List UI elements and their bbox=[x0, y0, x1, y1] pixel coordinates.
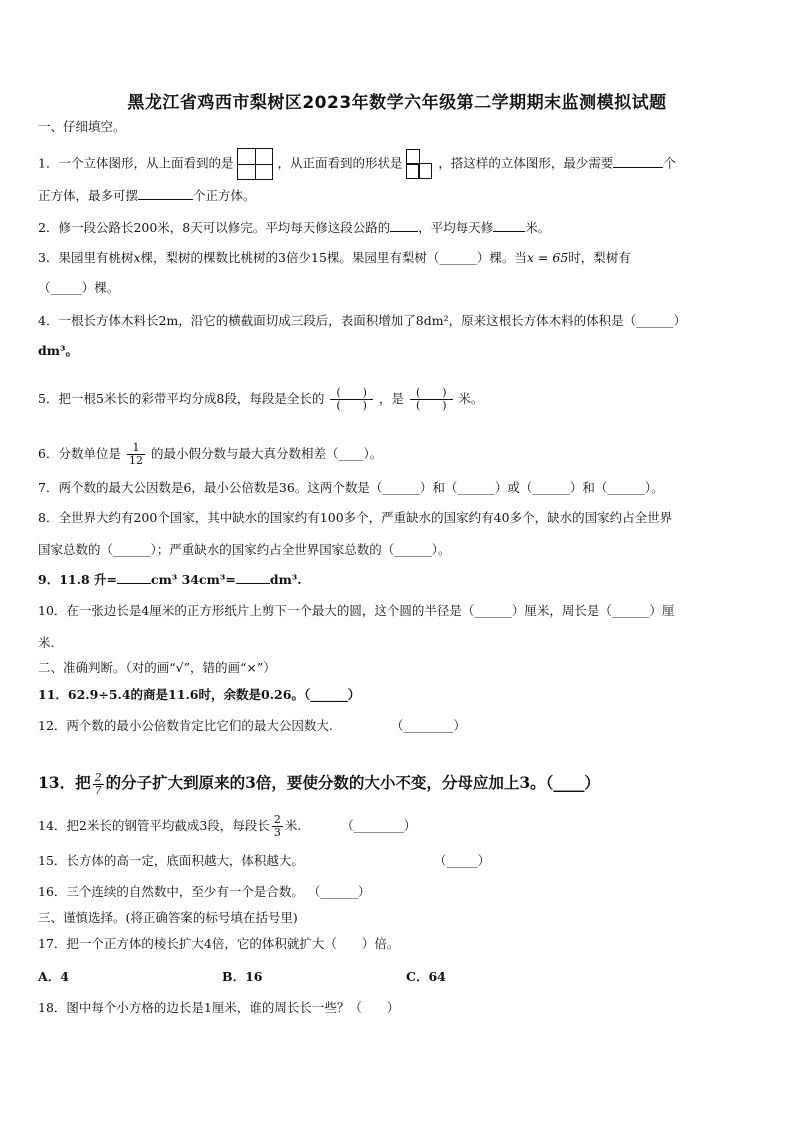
top-view-grid-icon bbox=[237, 148, 273, 180]
question-14 bbox=[38, 811, 416, 841]
question-18: 18．图中每个小方格的边长是1厘米，谁的周长长一些？（ ） bbox=[38, 1000, 400, 1015]
front-view-shape-icon bbox=[406, 149, 434, 179]
q13-text-a: 13．把 bbox=[38, 773, 91, 792]
question-11: 11．62.9÷5.4的商是11.6时，余数是0.26。（______） bbox=[38, 687, 361, 702]
question-9 bbox=[38, 570, 302, 590]
q14-text-b: 米. bbox=[284, 818, 302, 833]
q3-text-b: 棵，梨树的棵数比桃树的3倍少15棵。果园里有梨树（______）棵。当 bbox=[140, 250, 527, 265]
answer-blank[interactable] bbox=[138, 187, 193, 200]
q3-text-c: 时，梨树有 bbox=[568, 250, 631, 265]
q12-text-a: 12．两个数的最小公倍数肯定比它们的最大公因数大. bbox=[38, 718, 333, 733]
answer-blank[interactable] bbox=[117, 571, 151, 584]
q1-text-a: 1．一个立体图形，从上面看到的是 bbox=[38, 155, 234, 171]
question-10-line-2: 米. bbox=[38, 635, 55, 650]
q15-text-a: 15．长方体的高一定，底面积越大，体积越大。 bbox=[38, 853, 304, 868]
question-12 bbox=[38, 716, 466, 736]
q17-option-b[interactable]: B．16 bbox=[222, 969, 263, 984]
question-1-line-2 bbox=[38, 186, 256, 206]
question-4-line-1: 4．一根长方体木料长2m，沿它的横截面切成三段后，表面积增加了8dm²，原来这根长方体木料的体积是（______） bbox=[38, 313, 687, 328]
q13-fraction: $\frac{2}{7}$ bbox=[94, 770, 102, 797]
answer-blank[interactable] bbox=[236, 571, 270, 584]
question-4-line-2: dm³。 bbox=[38, 343, 78, 358]
answer-blank[interactable] bbox=[390, 219, 418, 232]
q15-answer: （_____） bbox=[433, 853, 491, 868]
q13-text-b: 的分子扩大到原来的3倍，要使分数的大小不变，分母应加上3。（____） bbox=[105, 773, 600, 792]
answer-blank[interactable] bbox=[493, 219, 525, 232]
q9-text-a: 9．11.8 升= bbox=[38, 572, 117, 587]
q9-text-c: dm³. bbox=[269, 572, 302, 587]
question-10-line-1: 10．在一张边长是4厘米的正方形纸片上剪下一个最大的圆，这个圆的半径是（______）厘米，周长是（______）厘 bbox=[38, 603, 675, 618]
q5-fraction-1: $\frac{( )}{( )}$ bbox=[330, 387, 373, 412]
q2-text-b: ，平均每天修 bbox=[418, 220, 494, 235]
q2-text-c: 米。 bbox=[525, 220, 551, 235]
q9-text-b: cm³ 34cm³= bbox=[150, 572, 236, 587]
q1-text-b: ，从正面看到的形状是 bbox=[277, 155, 403, 171]
question-3-line-2: （_____）棵。 bbox=[38, 280, 120, 295]
q14-fraction: $\frac{2}{3}$ bbox=[273, 813, 281, 839]
q14-text-a: 14．把2米长的钢管平均截成3段，每段长 bbox=[38, 818, 270, 833]
q6-fraction: $\frac{1}{12}$ bbox=[128, 441, 143, 467]
q17-option-a[interactable]: A．4 bbox=[38, 969, 69, 984]
question-1-line-1 bbox=[38, 148, 676, 180]
section-1-heading: 一、仔细填空。 bbox=[38, 119, 126, 134]
question-7: 7．两个数的最大公因数是6，最小公倍数是36。这两个数是（______）和（______）或（______）和（______）。 bbox=[38, 480, 664, 495]
q2-text-a: 2．修一段公路长200米，8天可以修完。平均每天修这段公路的 bbox=[38, 220, 391, 235]
q5-fraction-2: $\frac{( )}{( )}$ bbox=[410, 387, 453, 412]
question-8-line-2: 国家总数的（______）；严重缺水的国家约占全世界国家总数的（______）。 bbox=[38, 542, 451, 557]
question-17: 17．把一个正方体的棱长扩大4倍，它的体积就扩大（ ）倍。 bbox=[38, 936, 400, 951]
question-16: 16．三个连续的自然数中，至少有一个是合数。 （______） bbox=[38, 884, 371, 899]
section-3-heading: 三、谨慎选择。(将正确答案的标号填在括号里) bbox=[38, 910, 298, 925]
question-5 bbox=[38, 384, 484, 414]
section-2-heading: 二、准确判断。（对的画“√”，错的画“×”） bbox=[38, 660, 276, 675]
answer-blank[interactable] bbox=[613, 155, 663, 168]
q6-text-a: 6．分数单位是 bbox=[38, 446, 121, 461]
q1-text-c: ，搭这样的立体图形，最少需要 bbox=[438, 155, 614, 171]
q3-equation: x = 65 bbox=[526, 250, 569, 265]
question-13 bbox=[38, 768, 600, 798]
q12-answer: （________） bbox=[390, 718, 466, 733]
q1-text-d: 个 bbox=[663, 155, 676, 171]
question-3-line-1 bbox=[38, 248, 631, 268]
q5-text-a: 5．把一根5米长的彩带平均分成8段，每段是全长的 bbox=[38, 391, 325, 406]
q3-text-a: 3．果园里有桃树 bbox=[38, 250, 134, 265]
question-15 bbox=[38, 851, 490, 871]
page-title: 黑龙江省鸡西市梨树区2023年数学六年级第二学期期末监测模拟试题 bbox=[127, 93, 667, 113]
q5-text-c: 米。 bbox=[458, 391, 484, 406]
q6-text-b: 的最小假分数与最大真分数相差（____）。 bbox=[150, 446, 383, 461]
q17-option-c[interactable]: C．64 bbox=[406, 969, 446, 984]
question-6 bbox=[38, 439, 382, 469]
q1-text-f: 个正方体。 bbox=[193, 188, 256, 203]
q3-variable: x bbox=[133, 250, 141, 265]
q5-text-b: ，是 bbox=[378, 391, 404, 406]
question-8-line-1: 8．全世界大约有200个国家，其中缺水的国家约有100多个，严重缺水的国家约有40多个，缺水的国家约占全世界 bbox=[38, 510, 673, 525]
q14-answer: （________） bbox=[341, 818, 417, 833]
question-2 bbox=[38, 218, 550, 238]
q1-text-e: 正方体，最多可摆 bbox=[38, 188, 139, 203]
